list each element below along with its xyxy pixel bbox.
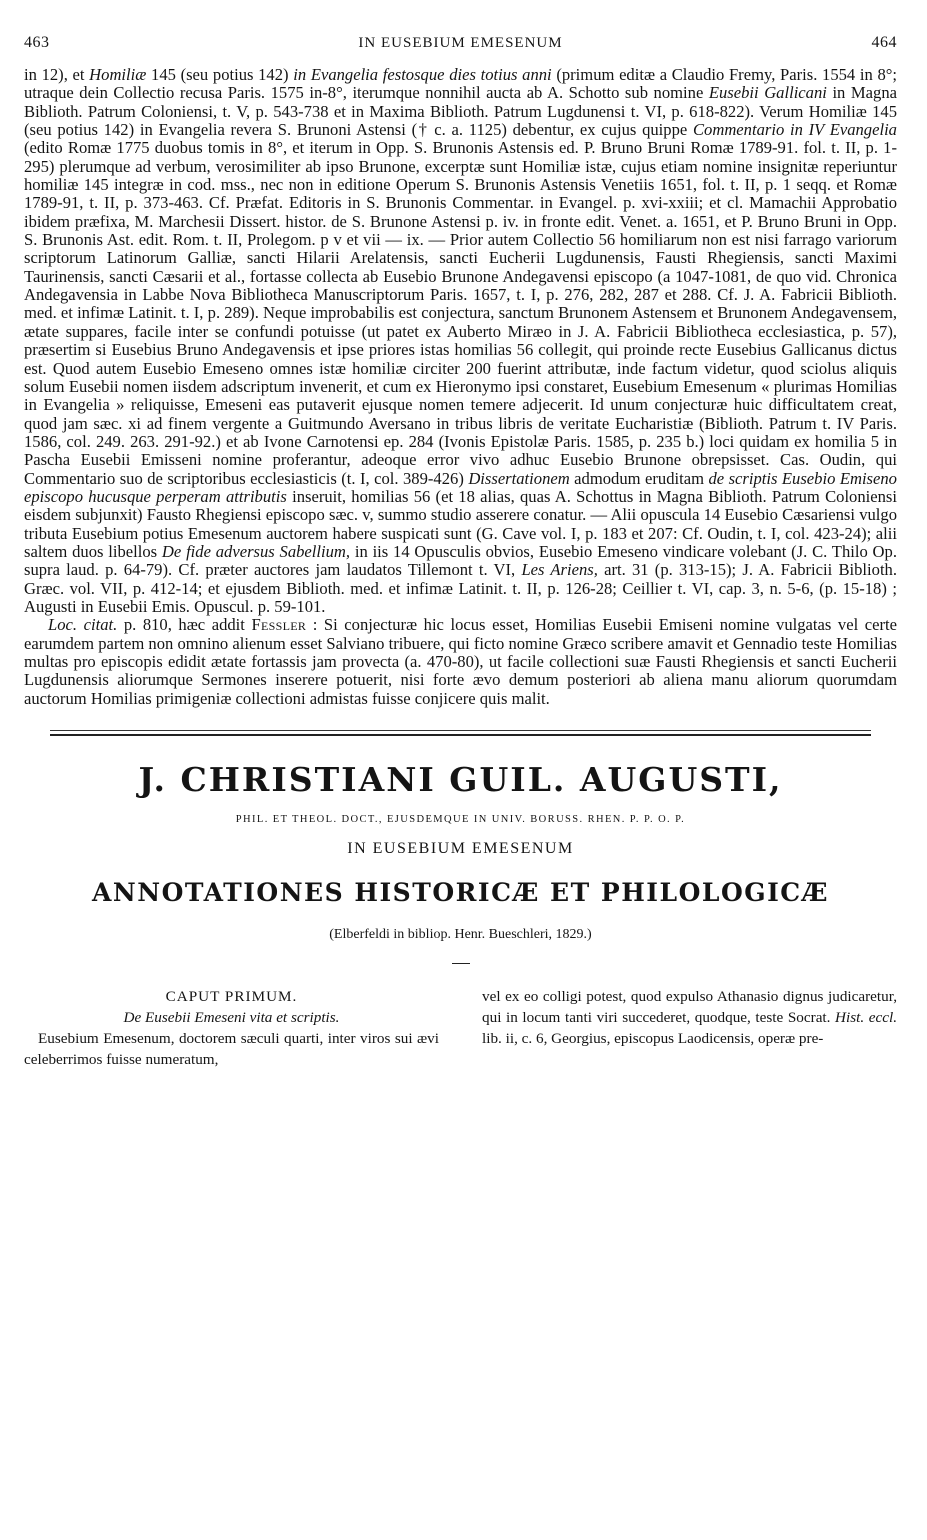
italic-run: Hist. eccl. [835,1009,897,1027]
left-column-text: Eusebium Emesenum, doctorem sæculi quarti, inter viros sui ævi celeberrimos fuisse numeratum, [24,1030,439,1069]
left-page-number: 463 [24,34,50,51]
text-run: 145 (seu potius 142) [146,65,294,84]
paragraph-1 [24,66,897,616]
text-run: in Magna Biblioth. Patrum Coloniensi, t. V, p. 543-738 et in Maxima Biblioth. Patrum Lugdunensi t. VI, p. 618-822). Verum Homiliæ 145 (seu potius 142) in Evangelia revera S. Brunoni Astensi († c. a. 1125) debentur, ex cujus quippe [24,83,897,140]
text-run: (primum editæ a Claudio Fremy, Paris. 1554 in 8°; utraque dein Collectio recusa Paris. 1575 in-8°, iterumque nonnihil aucta ab A. Schotto sub nomine [24,65,898,103]
chapter-heading: CAPUT PRIMUM. [165,988,298,1006]
text-run: lib. ii, c. 6, Georgius, episcopus Laodicensis, operæ pre- [482,1030,824,1048]
italic-run: Commentario in IV Evangelia [692,120,897,140]
right-column [482,986,897,1070]
paragraph-2 [24,616,897,708]
left-column [24,986,439,1070]
text-run: art. 31 (p. 313-15); J. A. Fabricii Biblioth. Græc. vol. VII, p. 412-14; et ejusdem Biblioth. med. et infimæ Latinit. t. II, p. 126-28; Ceillier t. VI, cap. 3, n. 5-6, (p. 15-18) ; Augusti in Eusebii Emis. Opuscul. p. 59-101. [24,560,898,616]
text-run: p. 810, hæc addit [117,615,252,635]
right-column-text [482,986,897,1049]
italic-run: in Evangelia festosque dies totius anni [293,65,552,84]
title-block [24,760,897,964]
text-run: admodum eruditam [569,468,709,488]
italic-run: Dissertationem [468,468,570,488]
short-divider [452,963,470,964]
italic-run: Eusebii Gallicani [708,83,827,103]
italic-run: De fide adversus Sabellium, [161,541,351,561]
author-heading: J. CHRISTIANI GUIL. AUGUSTI, [138,760,783,800]
text-run: inseruit, homilias 56 (et 18 alias, quas A. Schottus in Magna Biblioth. Patrum Coloniensi eisdem subjunxit) Fausto Rhegiensi episcopo sæc. v, summo studio asserere conatur. — Alii opuscula 14 Eusebio Cæsariensi vulgo tributa Eusebium potius Emesenum auctorem habere suspicati sunt (G. Cave vol. I, p. 183 et 207: Cf. Oudin, t. I, col. 423-24); alii saltem duos libellos [24,486,897,561]
author-credentials: PHIL. ET THEOL. DOCT., EJUSDEMQUE IN UNIV. BORUSS. RHEN. P. P. O. P. [235,814,686,826]
subject-line: IN EUSEBIUM EMESENUM [347,840,574,858]
main-title: ANNOTATIONES HISTORICÆ ET PHILOLOGICÆ [91,878,830,908]
imprint: (Elberfeldi in bibliop. Henr. Bueschleri, 1829.) [329,927,592,943]
italic-run: Les Ariens, [521,560,598,580]
text-run: (edito Romæ 1775 duobus tomis in 8°, et iterum in Opp. S. Brunonis Astensis ed. P. Bruno Bruni Romæ 1789-91. fol. t. II, p. 1-295) plerumque ad verbum, verosimiliter ab ipso Brunone, excerptæ sunt Homiliæ istæ, cujus etiam nomine insignitæ reperiuntur homiliæ 145 integræ in cod. mss., nec non in editione Operum S. Brunonis Astensis Venetiis 1651, fol. t. II, p. 1 seqq. et Romæ 1789-91, t. II, p. 373-463. Cf. Præfat. Editoris in S. Brunonis Commentar. in Evangel. p. xvi-xxiii; et cl. Mamachii Approbatio ibidem præfixa, M. Marchesii Dissert. histor. de S. Brunone Astensi p. iv. in fronte edit. Venet. a. 1651, et P. Bruno Bruni in Opp. S. Brunonis Ast. edit. Rom. t. II, Prolegom. p v et vii — ix. — Prior autem Collectio 56 homiliarum non est nisi farrago variorum scriptorum Latinorum Galliæ, sancti Hilarii Arelatensis, sancti Eucherii Lugdunensis, Fausti Rhegiensis, sancti Maximi Taurinensis, sancti Cæsarii et al., fortasse collecta ab Eusebio Brunone Andegavensi episcopo (a 1047-1081, de quo vid. Chronica Andegavensia in Labbe Nova Bibliotheca Manuscriptorum Paris. 1657, t. I, p. 276, 282, 287 et 288. Cf. J. A. Fabricii Biblioth. med. et infimæ Latinit. t. I, p. 289). Neque improbabilis est conjectura, sanctum Brunonem Astensem et Brunonem Andegavensem, ætate suppares, facile inter se confundi potuisse (ut patet ex Auberto Miræo in J. A. Fabricii Bibliotheca ecclesiastica, p. 57), præsertim si Eusebius Bruno Andegavensis et ipse priores istas homilias 56 collegit, qui proinde recte Eusebius Gallicanus dictus est. Quod autem Eusebio Emeseno omnes istæ homiliæ circiter 200 fuerint attributæ, inde factum videtur, quod sciolus aliquis solum Eusebii nomen iisdem adscriptum invenerit, et cum ex Hieronymo ipsi constaret, Eusebium Emesenum « plurimas Homilias in Evangelia » reliquisse, Emeseni eas putaverit ejusque nomen temere adjecerit. Id unum conjecturæ huic difficultatem creat, quod jam sæc. xi ad finem vergente a Guitmundo Aversano in tribus libris de veritate Eucharistiæ (Biblioth. Patrum t. IV Paris. 1586, col. 249. 263. 291-92.) et ab Ivone Carnotensi ep. 284 (Ivonis Epistolæ Paris. 1585, p. 235 b.) loci quidam ex homilia 5 in Pascha Eusebii Emisseni nomine proferantur, adeoque error vivo adhuc Eusebio Brunone obrepsisset. Cas. Oudin, qui Commentario suo de scriptoribus ecclesiasticis (t. I, col. 389-426) [24,138,897,488]
section-divider [50,730,871,736]
italic-run: Homiliæ [89,65,147,84]
text-run: : Si conjecturæ hic locus esset, Homilias Eusebii Emiseni nomine vulgatas vel certe earumdem partem non omnino alienum esset Salviano tribuere, qui ficto nomine Græco scribere amavit et Gennadio teste Homilias multas pro episcopis edidit ætate fortassis jam provecta (a. 470-80), ut facile collectioni suæ Fausti Rhegiensis et sancti Eucherii Lugdunensis aliorumque Sermones inserere potuerit, nisi forte ævo demum posteriori ab aliena manu aliorum quorumdam auctorum Homilias primigeniæ collectioni admistas fuisse conjicere quis malit. [24,615,897,708]
italic-run: de scriptis Eusebio Emiseno episcopo hucusque perperam attributis [24,468,897,506]
running-title: IN EUSEBIUM EMESENUM [358,35,563,51]
chapter-subheading: De Eusebii Emeseni vita et scriptis. [123,1009,340,1027]
footnote-body [24,66,897,708]
running-header [24,0,897,62]
right-page-number: 464 [871,34,897,51]
text-run: vel ex eo colligi potest, quod expulso Athanasio dignus judicaretur, qui in locum tanti viri succederet, quodque, teste Socrat. [482,988,897,1027]
author-name: Fessler [251,615,307,635]
two-column-text [24,986,897,1070]
italic-run: Loc. citat. [48,615,118,635]
text-run: in 12), et [24,65,90,84]
text-run: in iis 14 Opusculis obvios, Eusebio Emeseno vindicare volebant (J. C. Thilo Op. supra laud. p. 64-79). Cf. præter auctores jam laudatos Tillemont t. VI, [24,541,897,580]
